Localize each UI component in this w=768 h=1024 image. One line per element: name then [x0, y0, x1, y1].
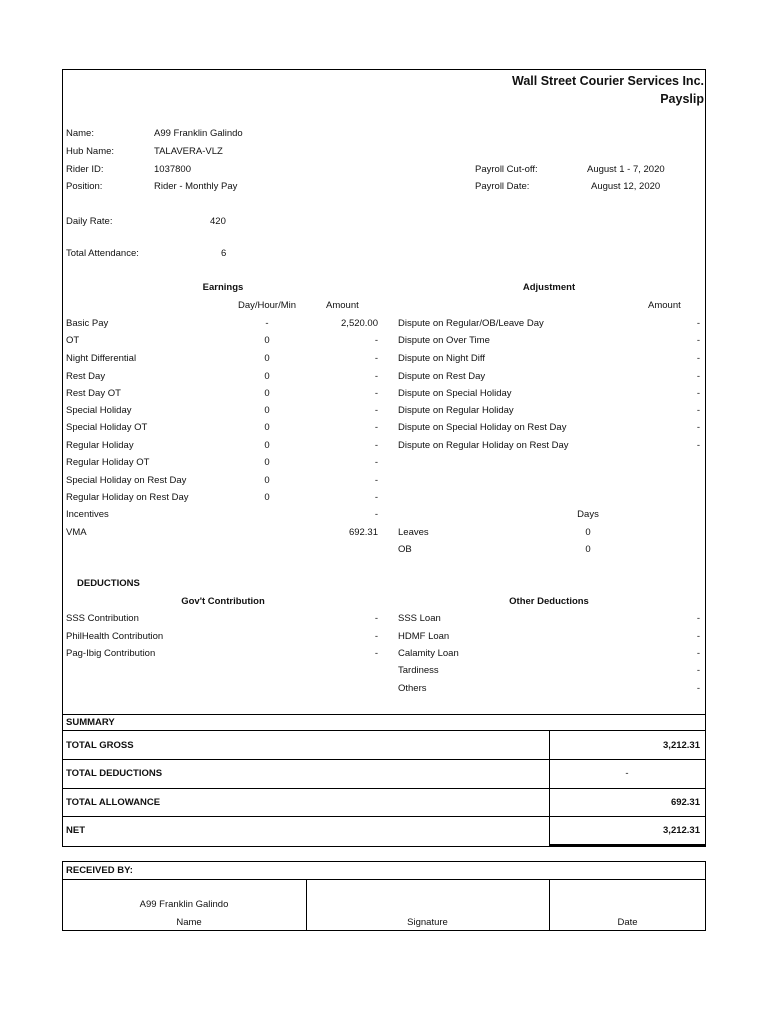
earnings-amount: - — [374, 335, 378, 346]
earnings-units: 0 — [264, 475, 270, 486]
daily-rate-label: Daily Rate: — [66, 216, 113, 227]
page-title: Payslip — [660, 92, 704, 106]
summary-value-column-divider — [549, 730, 550, 847]
earnings-units: 0 — [264, 405, 270, 416]
earnings-units: - — [265, 318, 269, 329]
total-gross-label: TOTAL GROSS — [66, 740, 134, 751]
adjustment-label: Dispute on Regular Holiday on Rest Day — [398, 440, 569, 451]
earnings-units: 0 — [264, 457, 270, 468]
earnings-amount: - — [374, 371, 378, 382]
gov-contribution-title: Gov't Contribution — [181, 596, 265, 607]
earnings-units: 0 — [264, 388, 270, 399]
other-label: SSS Loan — [398, 613, 441, 624]
attendance-value: 6 — [221, 248, 227, 259]
summary-divider — [62, 730, 706, 731]
other-amount: - — [696, 683, 700, 694]
other-label: HDMF Loan — [398, 631, 450, 642]
other-amount: - — [696, 648, 700, 659]
position-value: Rider - Monthly Pay — [154, 181, 238, 192]
adjustment-label: Dispute on Special Holiday — [398, 388, 512, 399]
received-by-divider — [62, 879, 706, 880]
adjustment-label: Dispute on Regular/OB/Leave Day — [398, 318, 544, 329]
adjustment-amount: - — [696, 371, 700, 382]
hub-value: TALAVERA-VLZ — [154, 146, 223, 157]
earnings-units: 0 — [264, 422, 270, 433]
earnings-label: VMA — [66, 527, 87, 538]
cutoff-label: Payroll Cut-off: — [475, 164, 538, 175]
earnings-amount: - — [374, 422, 378, 433]
adjustment-amount: - — [696, 405, 700, 416]
payroll-date-value: August 12, 2020 — [591, 181, 661, 192]
earnings-amount: - — [374, 440, 378, 451]
earnings-amount: - — [374, 405, 378, 416]
other-label: Tardiness — [398, 665, 439, 676]
adjustment-amount-header: Amount — [648, 300, 681, 311]
adjustment-label: Dispute on Regular Holiday — [398, 405, 514, 416]
earnings-amount: - — [374, 475, 378, 486]
earnings-title: Earnings — [202, 282, 244, 293]
earnings-label: Special Holiday — [66, 405, 132, 416]
gov-amount: - — [374, 613, 378, 624]
earnings-label: Night Differential — [66, 353, 137, 364]
adjustment-amount: - — [696, 388, 700, 399]
adjustment-title: Adjustment — [522, 282, 576, 293]
date-caption: Date — [617, 917, 638, 928]
hub-label: Hub Name: — [66, 146, 115, 157]
earnings-amount: - — [374, 457, 378, 468]
summary-divider — [62, 816, 706, 817]
gov-label: PhilHealth Contribution — [66, 631, 164, 642]
net-value: 3,212.31 — [663, 825, 700, 836]
other-label: Calamity Loan — [398, 648, 459, 659]
adjustment-label: Dispute on Over Time — [398, 335, 490, 346]
adjustment-amount: - — [696, 353, 700, 364]
adjustment-amount: - — [696, 318, 700, 329]
earnings-label: Basic Pay — [66, 318, 109, 329]
gov-amount: - — [374, 631, 378, 642]
net-label: NET — [66, 825, 85, 836]
earnings-units: 0 — [264, 371, 270, 382]
total-deductions-label: TOTAL DEDUCTIONS — [66, 768, 163, 779]
earnings-label: OT — [66, 335, 80, 346]
adjustment-amount: - — [696, 422, 700, 433]
ob-value: 0 — [585, 544, 591, 555]
deductions-title: DEDUCTIONS — [77, 578, 140, 589]
payroll-date-label: Payroll Date: — [475, 181, 530, 192]
summary-title: SUMMARY — [66, 717, 115, 728]
name-label: Name: — [66, 128, 94, 139]
earnings-amount: - — [374, 388, 378, 399]
other-amount: - — [696, 665, 700, 676]
gov-label: SSS Contribution — [66, 613, 139, 624]
earnings-label: Rest Day — [66, 371, 106, 382]
other-amount: - — [696, 613, 700, 624]
position-label: Position: — [66, 181, 103, 192]
earnings-units: 0 — [264, 335, 270, 346]
earnings-amount: 2,520.00 — [341, 318, 378, 329]
received-by-title: RECEIVED BY: — [66, 865, 133, 876]
earnings-amount-header: Amount — [326, 300, 359, 311]
total-allowance-label: TOTAL ALLOWANCE — [66, 797, 161, 808]
earnings-units: 0 — [264, 492, 270, 503]
cutoff-value: August 1 - 7, 2020 — [587, 164, 665, 175]
adjustment-amount: - — [696, 335, 700, 346]
company-name: Wall Street Courier Services Inc. — [512, 74, 704, 88]
gov-amount: - — [374, 648, 378, 659]
days-header: Days — [577, 509, 599, 520]
gov-label: Pag-Ibig Contribution — [66, 648, 156, 659]
adjustment-label: Dispute on Rest Day — [398, 371, 486, 382]
earnings-units: 0 — [264, 440, 270, 451]
earnings-amount: - — [374, 353, 378, 364]
earnings-label: Rest Day OT — [66, 388, 121, 399]
earnings-amount: 692.31 — [348, 527, 378, 538]
total-gross-value: 3,212.31 — [663, 740, 700, 751]
name-caption: Name — [176, 917, 202, 928]
adjustment-amount: - — [696, 440, 700, 451]
earnings-amount: - — [374, 492, 378, 503]
earnings-amount: - — [374, 509, 378, 520]
earnings-units-header: Day/Hour/Min — [237, 300, 297, 311]
signature-caption: Signature — [407, 917, 448, 928]
leaves-label: Leaves — [398, 527, 429, 538]
attendance-label: Total Attendance: — [66, 248, 139, 259]
earnings-label: Special Holiday on Rest Day — [66, 475, 187, 486]
summary-top-divider — [62, 714, 706, 715]
leaves-value: 0 — [585, 527, 591, 538]
daily-rate-value: 420 — [210, 216, 226, 227]
summary-divider — [62, 788, 706, 789]
net-double-underline — [549, 844, 706, 846]
ob-label: OB — [398, 544, 412, 555]
earnings-label: Regular Holiday OT — [66, 457, 150, 468]
receiver-name: A99 Franklin Galindo — [139, 899, 229, 910]
earnings-label: Regular Holiday — [66, 440, 134, 451]
other-label: Others — [398, 683, 427, 694]
adjustment-label: Dispute on Special Holiday on Rest Day — [398, 422, 567, 433]
other-deductions-title: Other Deductions — [509, 596, 589, 607]
other-amount: - — [696, 631, 700, 642]
rider-id-value: 1037800 — [154, 164, 191, 175]
total-deductions-value: - — [625, 768, 629, 779]
earnings-label: Incentives — [66, 509, 109, 520]
total-allowance-value: 692.31 — [670, 797, 700, 808]
adjustment-label: Dispute on Night Diff — [398, 353, 485, 364]
earnings-label: Special Holiday OT — [66, 422, 148, 433]
name-value: A99 Franklin Galindo — [154, 128, 243, 139]
summary-divider — [62, 759, 706, 760]
earnings-units: 0 — [264, 353, 270, 364]
rider-id-label: Rider ID: — [66, 164, 104, 175]
earnings-label: Regular Holiday on Rest Day — [66, 492, 189, 503]
